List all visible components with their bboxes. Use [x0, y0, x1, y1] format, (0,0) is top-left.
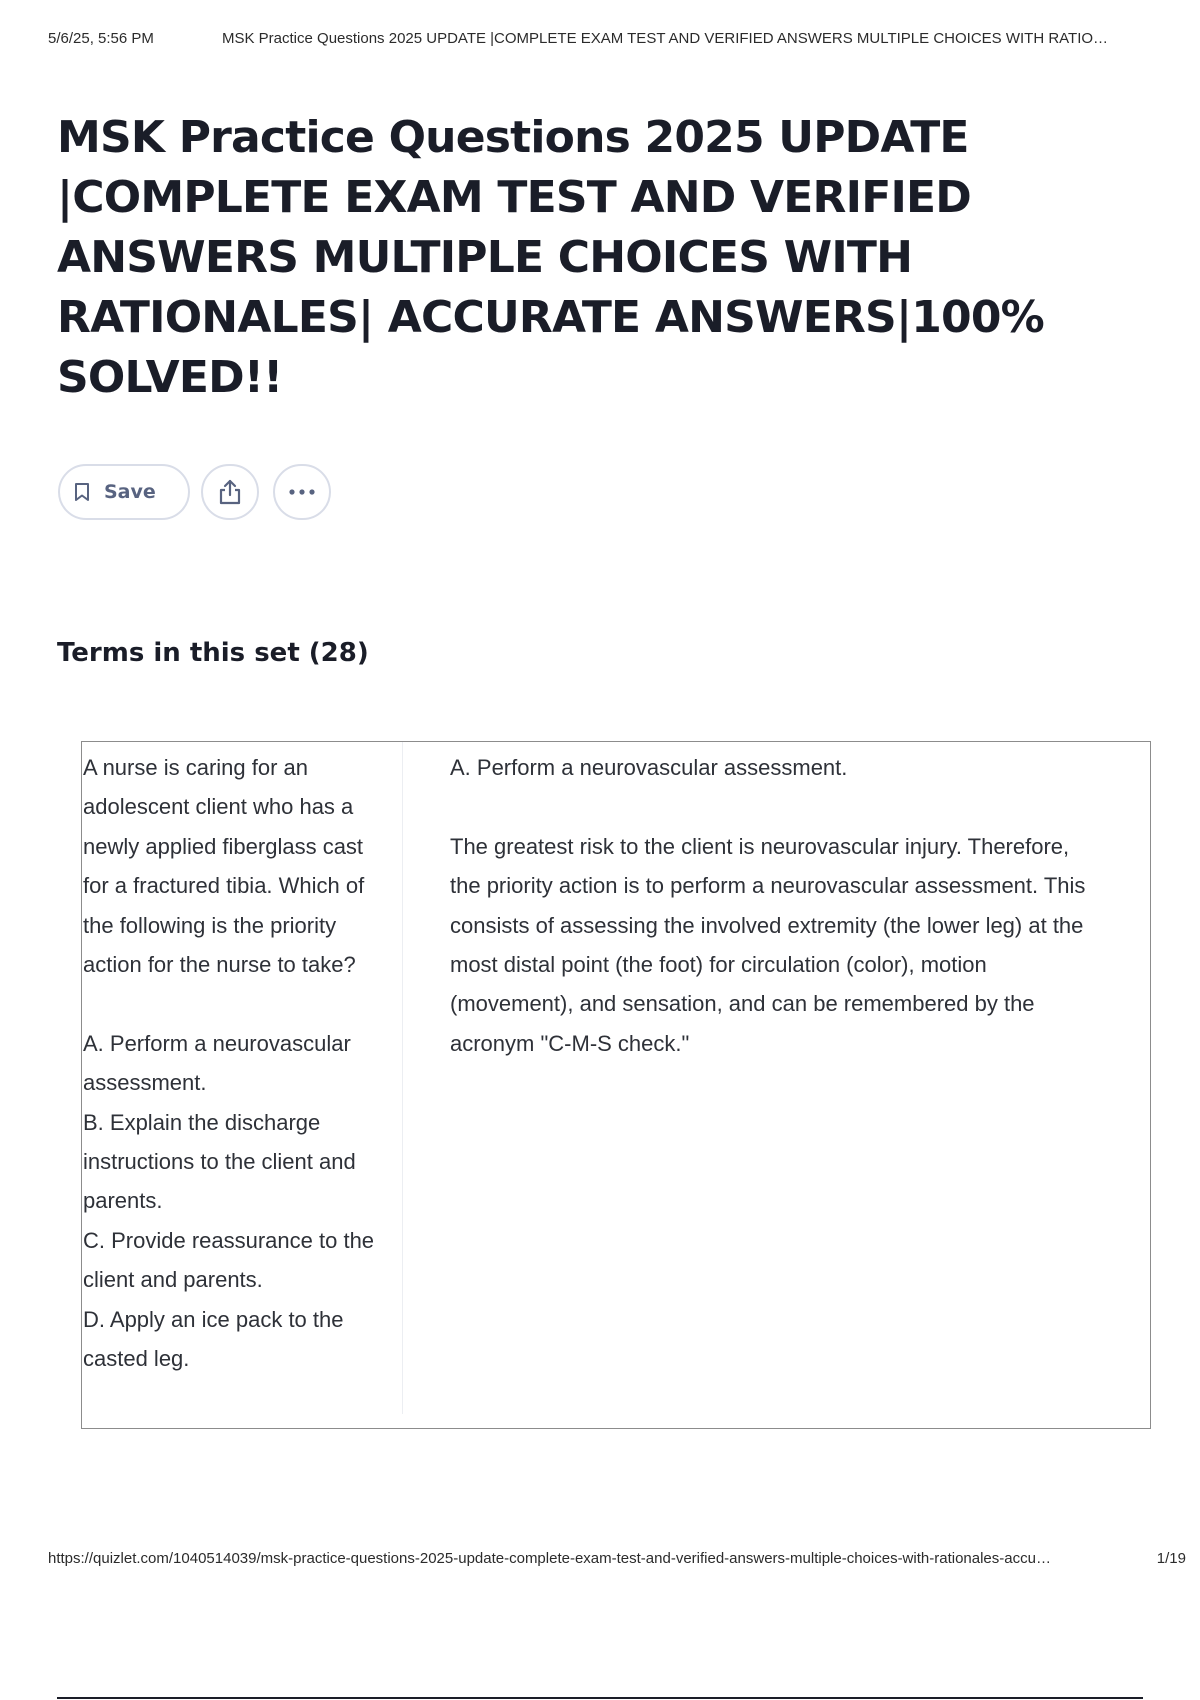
- terms-heading: Terms in this set (28): [57, 638, 369, 668]
- more-options-button[interactable]: [273, 464, 331, 520]
- save-button[interactable]: [58, 464, 190, 520]
- bottom-rule: [57, 1697, 1143, 1699]
- more-dots-icon: [288, 488, 316, 496]
- page-title: MSK Practice Questions 2025 UPDATE |COMPLETE EXAM TEST AND VERIFIED ANSWERS MULTIPLE CHOICES WITH RATIONALES| ACCURATE ANSWERS|100% SOLVED!!: [57, 112, 1044, 403]
- save-button-label: Save: [104, 481, 156, 503]
- print-doc-title: MSK Practice Questions 2025 UPDATE |COMPLETE EXAM TEST AND VERIFIED ANSWERS MULTIPLE CHOICES WITH RATIO…: [222, 30, 1109, 47]
- share-button[interactable]: [201, 464, 259, 520]
- share-icon: [217, 478, 243, 506]
- page-number: 1/19: [1156, 1550, 1186, 1567]
- card-divider: [402, 742, 403, 1414]
- term-card: [81, 741, 1151, 1429]
- definition-text: A. Perform a neurovascular assessment. The greatest risk to the client is neurovascular injury. Therefore, the priority action is to perform a neurovascular assessment. This consists of assessing the involved extremity (the lower leg) at the most distal point (the foot) for circulation (color), motion (movement), and sensation, and can be remembered by the acronym "C-M-S check.": [450, 755, 1086, 1056]
- bookmark-icon: [74, 482, 90, 502]
- print-date: 5/6/25, 5:56 PM: [48, 30, 154, 47]
- term-text: A nurse is caring for an adolescent client who has a newly applied fiberglass cast for a fractured tibia. Which of the following is the priority action for the nurse to take? A. Perform a neurovascular assessment. B. Explain the discharge instructions to the client and parents. C. Provide reassurance to the client and parents. D. Apply an ice pack to the casted leg.: [83, 755, 375, 1372]
- print-url: https://quizlet.com/1040514039/msk-practice-questions-2025-update-complete-exam-test-and-verified-answers-multiple-choices-with-rationales-accu…: [48, 1550, 1051, 1567]
